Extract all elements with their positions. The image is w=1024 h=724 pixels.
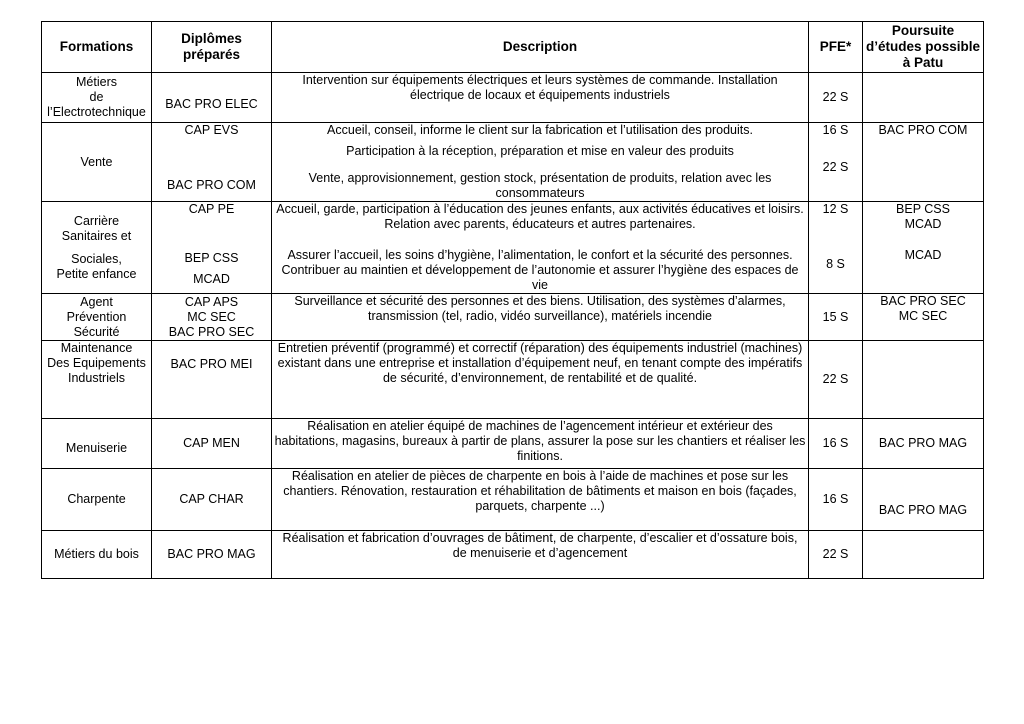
formation-line: Métiers du bois [54,547,139,561]
diplomes-cell [152,202,272,294]
poursuite-cell [863,73,984,123]
pfe-value: 16 S [822,436,849,450]
formation-cell [42,202,152,294]
description-text: Participation à la réception, préparation et mise en valeur des produits [346,144,734,158]
header-formations: Formations [42,22,152,73]
diplome-item: BAC PRO MAG [167,547,256,561]
pfe-value: 8 S [826,257,845,271]
diplomes-cell [152,531,272,579]
pfe-cell [809,419,863,469]
pfe-value: 15 S [822,309,849,324]
diplome-item: BAC PRO ELEC [165,97,258,111]
pfe-value: 16 S [822,123,849,137]
formation-cell [42,73,152,123]
diplomes-cell [152,469,272,531]
formation-cell [42,341,152,419]
description-cell [272,469,809,531]
formation-line: Industriels [68,371,125,385]
pfe-cell [809,123,863,202]
description-text: Réalisation et fabrication d’ouvrages de bâtiment, de charpente, d’escalier et d’ossature bois, de menuiserie et d’agencement [282,531,798,560]
diplome-item: BAC PRO COM [167,178,256,192]
formation-line: Carrière [73,213,120,228]
description-text: Accueil, garde, participation à l’éducation des jeunes enfants, aux activités éducatives et loisirs. Relation avec parents, éducateurs et autres partenaires. [276,202,804,231]
poursuite-item: MCAD [904,248,942,262]
formation-cell [42,531,152,579]
formation-line: Sécurité [73,324,120,339]
description-text: Réalisation en atelier de pièces de charpente en bois à l’aide de machines et pose sur les chantiers. Rénovation, restauration et réhabilitation de bâtiments et maison en bois (façades, parquets, charpente ...) [283,469,797,513]
diplomes-cell [152,123,272,202]
poursuite-item: MCAD [904,217,942,231]
diplome-item: MC SEC [187,309,236,324]
pfe-cell [809,531,863,579]
poursuite-item: BAC PRO MAG [878,436,968,450]
formation-line: Prévention [66,309,127,324]
pfe-value: 22 S [822,160,849,174]
description-text: Assurer l’accueil, les soins d’hygiène, l’alimentation, le confort et la sécurité des personnes. Contribuer au maintien et développement de l’autonomie et assurer l’hygiène des espaces de vie [281,248,799,292]
pfe-value: 22 S [822,372,849,386]
formation-line: Charpente [67,492,126,506]
formation-line: Agent [80,294,113,309]
poursuite-cell [863,202,984,294]
pfe-cell [809,469,863,531]
document-page [41,21,984,579]
formation-line: Menuiserie [65,441,128,455]
header-description: Description [272,22,809,73]
table-row [42,294,984,341]
pfe-value: 22 S [822,547,849,561]
header-poursuite: Poursuite d’études possible à Patu [863,22,984,73]
poursuite-cell [863,123,984,202]
table-row [42,123,984,202]
header-pfe: PFE* [809,22,863,73]
description-text: Intervention sur équipements électriques et leurs systèmes de commande. Installation électrique de locaux et équipements industriels [302,73,778,102]
diplome-item: BAC PRO MEI [170,357,253,371]
poursuite-cell [863,294,984,341]
formation-line: l’Electrotechnique [47,105,146,119]
poursuite-item: BAC PRO SEC [880,294,966,308]
pfe-cell [809,73,863,123]
poursuite-cell [863,419,984,469]
diplome-item: BAC PRO SEC [168,324,255,339]
diplome-item: BEP CSS [184,251,239,265]
formation-line: Petite enfance [56,266,137,281]
diplome-item: MCAD [193,272,230,286]
table-row [42,531,984,579]
formations-table [41,21,984,579]
formation-cell [42,469,152,531]
formation-line: Des Equipements [47,356,146,370]
table-row [42,469,984,531]
description-cell [272,419,809,469]
formation-line: Métiers [76,75,117,89]
pfe-value: 12 S [822,202,849,216]
description-cell [272,73,809,123]
description-text: Surveillance et sécurité des personnes et des biens. Utilisation, des systèmes d’alarmes, transmission (tel, radio, vidéo surveillance), matériels incendie [294,294,786,323]
diplome-item: CAP CHAR [179,492,244,506]
pfe-value: 16 S [822,492,849,506]
poursuite-cell [863,531,984,579]
diplome-item: CAP PE [188,202,235,216]
formation-line: Vente [80,154,113,169]
pfe-cell [809,341,863,419]
table-row [42,202,984,294]
formation-line: Sanitaires et [61,228,132,243]
poursuite-item: BAC PRO MAG [878,503,968,517]
diplomes-cell [152,341,272,419]
formation-cell [42,419,152,469]
diplome-item: CAP MEN [183,436,240,450]
description-text: Vente, approvisionnement, gestion stock, présentation de produits, relation avec les consommateurs [308,171,772,200]
table-row [42,73,984,123]
pfe-cell [809,294,863,341]
header-row [42,22,984,73]
formation-cell [42,294,152,341]
diplome-item: CAP APS [184,294,239,309]
description-text: Accueil, conseil, informe le client sur la fabrication et l’utilisation des produits. [327,123,753,137]
table-row [42,419,984,469]
diplomes-cell [152,419,272,469]
diplomes-cell [152,294,272,341]
diplome-item: CAP EVS [184,123,239,137]
formation-line: de [89,90,104,104]
description-cell [272,123,809,202]
description-text: Entretien préventif (programmé) et correctif (réparation) des équipements industriel (machines) existant dans une entreprise et installation d’équipement neuf, en tenant compte des impératifs de sécurité, d’environnement, de rentabilité et de qualité. [277,341,803,385]
description-text: Réalisation en atelier équipé de machines de l’agencement intérieur et extérieur des habitations, magasins, bureaux à partir de plans, assurer la pose sur les chantiers et réaliser les finitions. [274,419,806,463]
formation-line: Sociales, [71,251,122,266]
pfe-cell [809,202,863,294]
table-row [42,341,984,419]
header-diplomes: Diplômes préparés [152,22,272,73]
description-cell [272,294,809,341]
formation-cell [42,123,152,202]
poursuite-cell [863,341,984,419]
poursuite-cell [863,469,984,531]
poursuite-item: MC SEC [898,309,948,323]
poursuite-item: BAC PRO COM [878,123,968,137]
pfe-value: 22 S [822,90,849,104]
diplomes-cell [152,73,272,123]
description-cell [272,531,809,579]
formation-line: Maintenance [60,341,133,355]
description-cell [272,341,809,419]
poursuite-item: BEP CSS [896,202,950,216]
description-cell [272,202,809,294]
